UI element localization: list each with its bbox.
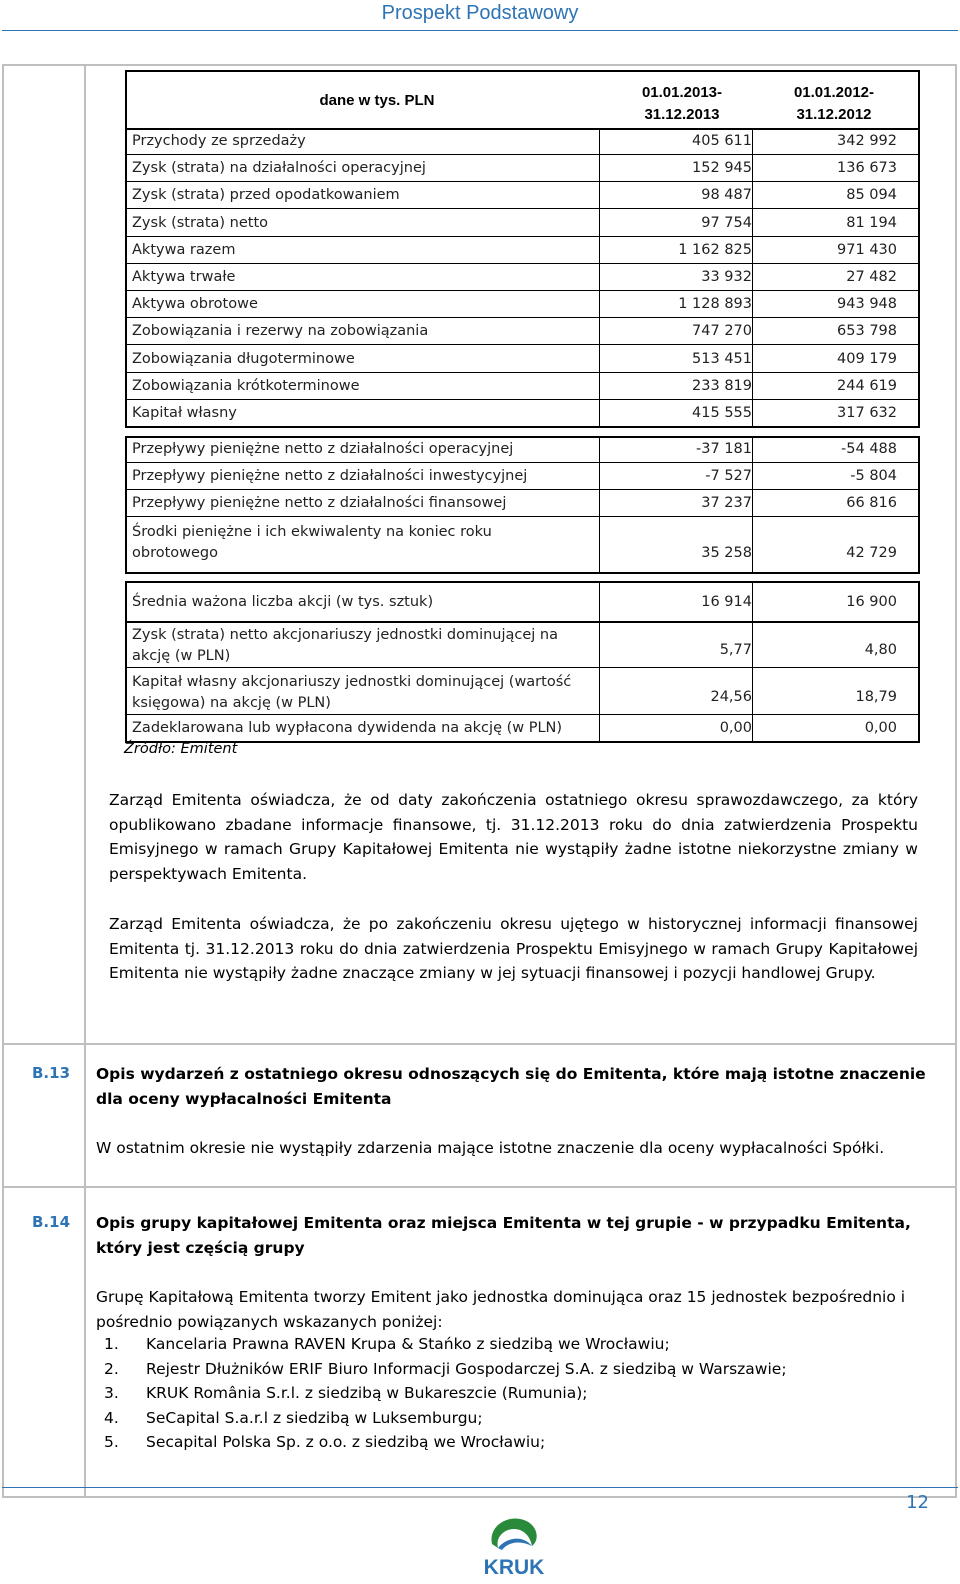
footer-rule	[2, 1487, 958, 1488]
value-2013: 513 451	[692, 350, 752, 367]
table-row	[125, 318, 920, 345]
value-2012: 136 673	[837, 160, 897, 177]
table-row: Średnia ważona liczba akcji (w tys. sztuk) 16 914 16 900	[132, 594, 897, 610]
table-row	[125, 182, 920, 209]
table-header	[125, 70, 920, 128]
value-2013: 37 237	[701, 495, 752, 512]
value-2012: 81 194	[846, 214, 897, 231]
table-row	[125, 463, 920, 490]
section-separator	[2, 1043, 957, 1045]
header-rule	[2, 30, 958, 31]
table-row	[125, 264, 920, 291]
section-intro-b14: Grupę Kapitałową Emitenta tworzy Emitent jako jednostka dominująca oraz 15 jednostek bezpośrednio i pośrednio powiązanych wskazanych poniżej:	[96, 1288, 906, 1331]
table-source-note: Źródło: Emitent	[124, 741, 238, 757]
table-row	[125, 346, 920, 373]
list-item: 3. KRUK România S.r.l. z siedzibą w Bukareszcie (Rumunia);	[104, 1384, 588, 1402]
row-label: Zobowiązania długoterminowe	[132, 350, 355, 367]
row-label: Przepływy pieniężne netto z działalności inwestycyjnej	[132, 468, 528, 485]
value-2012: 317 632	[837, 405, 897, 421]
table-row	[125, 436, 920, 463]
row-label: Aktywa obrotowe	[132, 296, 258, 313]
table-row	[125, 155, 920, 182]
frame-right-border	[955, 64, 957, 1497]
frame-code-column-border	[84, 64, 86, 1043]
table-row: Zysk (strata) netto akcjonariuszy jednostki dominującej na akcję (w PLN) 5,77 4,80	[125, 621, 920, 668]
table-row	[125, 237, 920, 264]
paragraph-no-significant-change: Zarząd Emitenta oświadcza, że po zakończeniu okresu ujętego w historycznej informacji finansowej Emitenta tj. 31.12.2013 roku do dnia zatwierdzenia Prospektu Emisyjnego w ramach Grupy Kapitałowej Emitenta nie wystąpiły żadne znaczące zmiany w jej sytuacji finansowej i pozycji handlowej Grupy.	[109, 915, 918, 982]
table-row	[125, 128, 920, 155]
table-row: Zadeklarowana lub wypłacona dywidenda na akcję (w PLN) 0,00 0,00	[132, 720, 897, 736]
value-2013: 98 487	[701, 187, 752, 204]
value-2013: 1 162 825	[678, 241, 752, 258]
table-row	[125, 291, 920, 318]
row-label: Zobowiązania i rezerwy na zobowiązania	[132, 323, 429, 340]
table-row: Kapitał własny akcjonariuszy jednostki dominującej (wartość księgowa) na akcję (w PLN) 24,56 18,79	[125, 668, 920, 715]
table-row	[125, 400, 920, 427]
value-2012: 971 430	[837, 241, 897, 258]
value-2013: -7 527	[705, 468, 752, 485]
value-2013: -37 181	[696, 441, 752, 457]
table-row	[125, 490, 920, 517]
section-separator	[2, 1496, 957, 1498]
column-header-2012: 01.01.2012- 31.12.2012	[793, 84, 875, 122]
list-item: 5. Secapital Polska Sp. z o.o. z siedzibą we Wrocławiu;	[104, 1433, 546, 1451]
frame-left-border-lower	[2, 1045, 4, 1497]
value-2013: 747 270	[692, 323, 752, 340]
financial-data-table	[125, 70, 920, 744]
section-separator	[2, 1186, 957, 1188]
section-code-b14: B.14	[32, 1213, 71, 1231]
section-title-b14: Opis grupy kapitałowej Emitenta oraz miejsca Emitenta w tej grupie - w przypadku Emitenta, który jest częścią grupy	[96, 1214, 911, 1257]
value-2012: 653 798	[837, 323, 897, 340]
row-label: Aktywa razem	[132, 241, 236, 258]
value-2013: 152 945	[692, 160, 752, 177]
frame-left-border	[2, 64, 4, 1043]
table-row: Środki pieniężne i ich ekwiwalenty na koniec roku obrotowego 35 258 42 729	[132, 524, 897, 561]
kruk-logo	[474, 1510, 554, 1580]
list-item: 4. SeCapital S.a.r.l z siedzibą w Luksemburgu;	[104, 1408, 483, 1427]
units-label: dane w tys. PLN	[319, 92, 435, 109]
page-header-title: Prospekt Podstawowy	[381, 2, 579, 24]
row-label: Zysk (strata) netto	[132, 214, 269, 231]
table-row	[125, 373, 920, 400]
logo-text: KRUK	[483, 1556, 545, 1579]
section-code-b13: B.13	[32, 1064, 71, 1082]
value-2013: 415 555	[692, 405, 752, 421]
page-number: 12	[906, 1492, 929, 1513]
value-2012: 66 816	[846, 495, 897, 512]
value-2012: 244 619	[837, 377, 897, 394]
value-2012: 342 992	[837, 133, 897, 149]
value-2013: 405 611	[692, 133, 752, 149]
row-label: Zysk (strata) przed opodatkowaniem	[132, 187, 400, 204]
value-2013: 97 754	[701, 214, 752, 231]
row-label: Zobowiązania krótkoterminowe	[132, 377, 360, 394]
value-2013: 33 932	[701, 269, 752, 285]
list-item: 1. Kancelaria Prawna RAVEN Krupa & Stańko z siedzibą we Wrocławiu;	[104, 1335, 670, 1353]
value-2013: 1 128 893	[678, 296, 752, 313]
value-2012: 943 948	[837, 296, 897, 313]
logo-wave-icon	[498, 1539, 532, 1550]
row-label: Zysk (strata) na działalności operacyjnej	[132, 160, 426, 177]
frame-code-column-border-lower	[84, 1045, 86, 1497]
section-text-b13: W ostatnim okresie nie wystąpiły zdarzenia mające istotne znaczenie dla oceny wypłacalności Spółki.	[96, 1139, 885, 1157]
value-2012: 85 094	[846, 187, 897, 204]
row-label: Przepływy pieniężne netto z działalności finansowej	[132, 495, 507, 512]
value-2012: 409 179	[837, 350, 897, 367]
table-row	[125, 210, 920, 237]
logo-leaf-icon	[491, 1518, 536, 1548]
value-2012: -54 488	[841, 441, 897, 457]
row-label: Przychody ze sprzedaży	[132, 133, 306, 149]
section-title-b13: Opis wydarzeń z ostatniego okresu odnoszących się do Emitenta, które mają istotne znaczenie dla oceny wypłacalności Emitenta	[96, 1065, 926, 1108]
row-label: Przepływy pieniężne netto z działalności operacyjnej	[132, 441, 514, 457]
frame-top-border	[2, 64, 957, 66]
list-item: 2. Rejestr Dłużników ERIF Biuro Informacji Gospodarczej S.A. z siedzibą w Warszawie;	[104, 1359, 787, 1378]
row-label: Kapitał własny	[132, 405, 237, 421]
row-label: Aktywa trwałe	[132, 269, 236, 285]
paragraph-no-adverse-change: Zarząd Emitenta oświadcza, że od daty zakończenia ostatniego okresu sprawozdawczego, za który opublikowano zbadane informacje finansowe, tj. 31.12.2013 roku do dnia zatwierdzenia Prospektu Emisyjnego w ramach Grupy Kapitałowej Emitenta nie wystąpiły żadne istotne niekorzystne zmiany w perspektywach Emitenta.	[109, 791, 918, 883]
column-header-2013: 01.01.2013- 31.12.2013	[641, 84, 723, 123]
value-2012: -5 804	[850, 468, 897, 485]
value-2013: 233 819	[692, 377, 752, 394]
value-2012: 27 482	[846, 269, 897, 285]
